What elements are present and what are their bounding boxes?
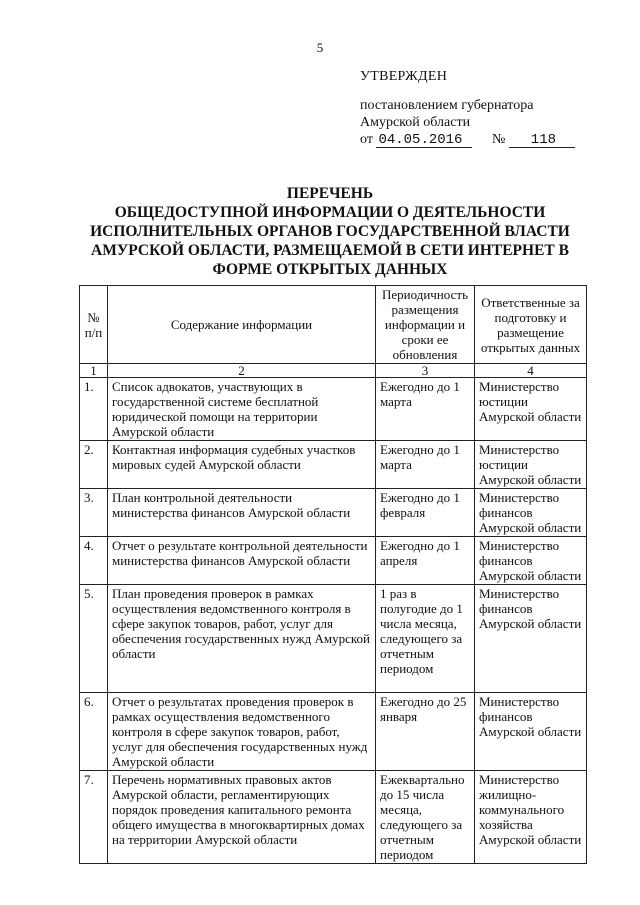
row-responsible: Министерство финансов Амурской области [475, 537, 587, 585]
approval-number: 118 [509, 133, 575, 148]
row-period: Ежегодно до 1 апреля [376, 537, 475, 585]
table-row [80, 771, 587, 864]
table-row [80, 489, 587, 537]
table-row [80, 441, 587, 489]
row-number: 3. [80, 489, 108, 537]
approved-label: УТВЕРЖДЕН [360, 69, 448, 84]
row-responsible: Министерство жилищно-коммунального хозяйства Амурской области [475, 771, 587, 864]
row-content: План контрольной деятельности министерства финансов Амурской области [108, 489, 376, 537]
column-number: 1 [80, 364, 108, 378]
approval-line-1: постановлением губернатора [360, 98, 534, 113]
row-content: Контактная информация судебных участков мировых судей Амурской области [108, 441, 376, 489]
row-period: Ежегодно до 1 марта [376, 441, 475, 489]
row-responsible: Министерство финансов Амурской области [475, 489, 587, 537]
page-number: 5 [316, 40, 324, 55]
title-line-2: ОБЩЕДОСТУПНОЙ ИНФОРМАЦИИ О ДЕЯТЕЛЬНОСТИ ИСПОЛНИТЕЛЬНЫХ ОРГАНОВ ГОСУДАРСТВЕННОЙ ВЛАСТИ АМУРСКОЙ ОБЛАСТИ, РАЗМЕЩАЕМОЙ В СЕТИ ИНТЕРНЕТ В ФОРМЕ ОТКРЫТЫХ ДАННЫХ [90, 204, 570, 278]
table-header-row [80, 286, 587, 364]
row-number: 7. [80, 771, 108, 864]
number-label: № [491, 132, 506, 147]
row-responsible: Министерство финансов Амурской области [475, 693, 587, 771]
column-number: 4 [475, 364, 587, 378]
table-row [80, 378, 587, 441]
row-number: 5. [80, 585, 108, 693]
header-responsible: Ответственные за подготовку и размещение открытых данных [475, 286, 587, 364]
document-title [60, 184, 600, 279]
row-content: Перечень нормативных правовых актов Амурской области, регламентирующих порядок проведения капитального ремонта общего имущества в многоквартирных домах на территории Амурской области [108, 771, 376, 864]
header-number: № п/п [80, 286, 108, 364]
row-responsible: Министерство юстиции Амурской области [475, 441, 587, 489]
row-number: 1. [80, 378, 108, 441]
row-content: Отчет о результатах проведения проверок в рамках осуществления ведомственного контроля в сфере закупок товаров, работ, услуг для обеспечения государственных нужд Амурской области [108, 693, 376, 771]
row-content: Отчет о результате контрольной деятельности министерства финансов Амурской области [108, 537, 376, 585]
approval-date-row [360, 131, 575, 148]
open-data-table [79, 285, 587, 864]
header-period: Периодичность размещения информации и сроки ее обновления [376, 286, 475, 364]
approval-block [360, 70, 575, 148]
row-period: Ежегодно до 1 февраля [376, 489, 475, 537]
column-number-row [80, 364, 587, 378]
header-content: Содержание информации [108, 286, 376, 364]
column-number: 2 [108, 364, 376, 378]
row-responsible: Министерство финансов Амурской области [475, 585, 587, 693]
approval-line-2: Амурской области [360, 115, 471, 130]
row-content: План проведения проверок в рамках осуществления ведомственного контроля в сфере закупок товаров, работ, услуг для обеспечения государственных нужд Амурской области [108, 585, 376, 693]
row-number: 2. [80, 441, 108, 489]
row-period: Ежегодно до 25 января [376, 693, 475, 771]
table-row [80, 585, 587, 693]
table-row [80, 537, 587, 585]
table-row [80, 693, 587, 771]
approval-date: 04.05.2016 [376, 133, 472, 148]
row-content: Список адвокатов, участвующих в государственной системе бесплатной юридической помощи на территории Амурской области [108, 378, 376, 441]
title-line-1: ПЕРЕЧЕНЬ [286, 185, 374, 202]
row-period: Ежеквартально до 15 числа месяца, следующего за отчетным периодом [376, 771, 475, 864]
row-number: 6. [80, 693, 108, 771]
from-label: от [360, 132, 373, 147]
column-number: 3 [376, 364, 475, 378]
row-period: Ежегодно до 1 марта [376, 378, 475, 441]
row-responsible: Министерство юстиции Амурской области [475, 378, 587, 441]
row-period: 1 раз в полугодие до 1 числа месяца, следующего за отчетным периодом [376, 585, 475, 693]
row-number: 4. [80, 537, 108, 585]
